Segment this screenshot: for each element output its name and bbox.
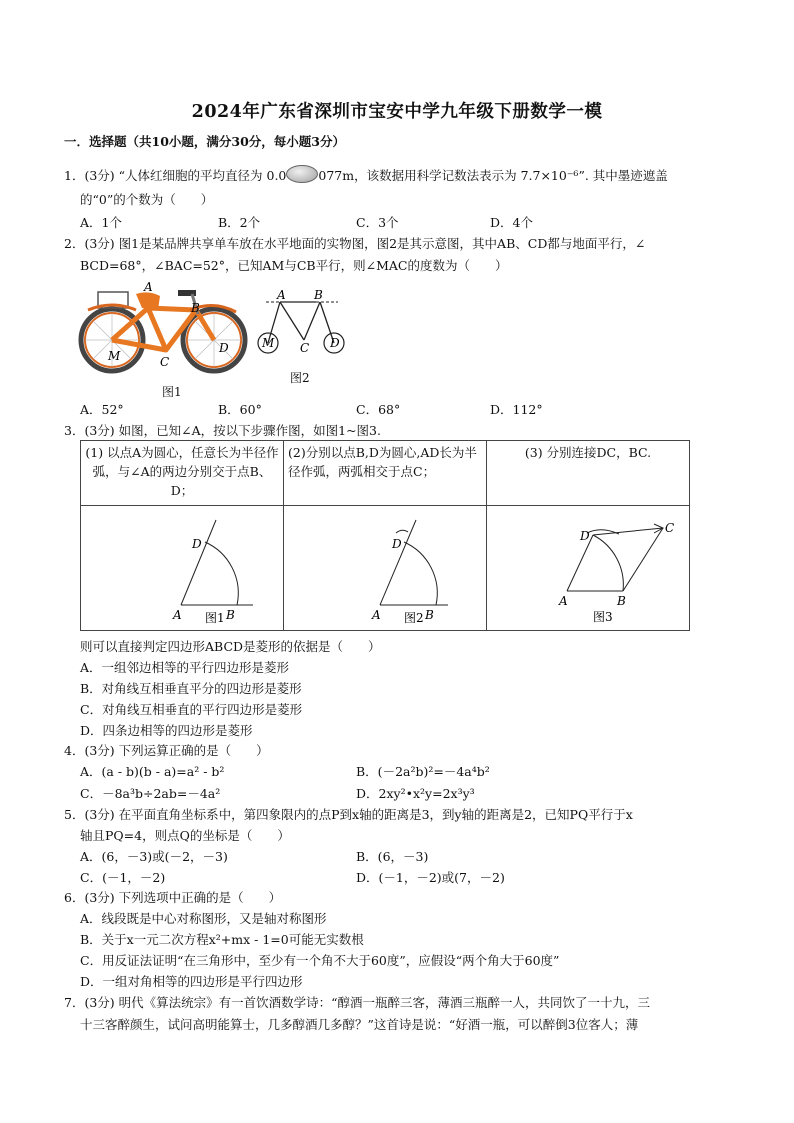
q2-option-a[interactable]: A．52° bbox=[80, 402, 124, 417]
q1-option-c[interactable]: C．3个 bbox=[356, 215, 399, 230]
svg-text:D: D bbox=[392, 537, 402, 551]
q3-option-c[interactable]: C．对角线互相垂直的平行四边形是菱形 bbox=[80, 702, 303, 717]
diagram-label-b: B bbox=[314, 288, 323, 302]
svg-text:A: A bbox=[372, 608, 381, 622]
bike-label-b: B bbox=[191, 301, 200, 315]
q5-option-d[interactable]: D．(－1，－2)或(7，－2) bbox=[356, 870, 505, 885]
diagram-label-m: M bbox=[262, 336, 275, 350]
question-1-line1 bbox=[64, 165, 668, 185]
question-4-line1: 4．(3分) 下列运算正确的是（ ） bbox=[64, 743, 269, 758]
step-1-fig-caption: 图1 bbox=[205, 611, 225, 625]
ink-blot-icon bbox=[286, 165, 318, 183]
q5-option-c[interactable]: C．(－1，－2) bbox=[80, 870, 166, 885]
q6-option-d[interactable]: D．一组对角相等的四边形是平行四边形 bbox=[80, 974, 303, 989]
step-2-figure bbox=[284, 506, 487, 631]
q6-option-b[interactable]: B．关于x一元二次方程x²+mx - 1=0可能无实数根 bbox=[80, 932, 364, 947]
q4-option-b[interactable]: B．(－2a²b)²=－4a⁴b² bbox=[356, 764, 490, 779]
question-1-line2: 的“0”的个数为（ ） bbox=[80, 192, 214, 207]
question-7-line1: 7．(3分) 明代《算法统宗》有一首饮酒数学诗：“醇酒一瓶醉三客，薄酒三瓶醉一人，共同饮了一十九，三 bbox=[64, 995, 651, 1010]
diagram-label-a: A bbox=[277, 288, 286, 302]
bike-label-a: A bbox=[144, 280, 153, 294]
q1-option-a[interactable]: A．1个 bbox=[80, 215, 122, 230]
question-3-line2: 则可以直接判定四边形ABCD是菱形的依据是（ ） bbox=[80, 639, 381, 654]
svg-text:A: A bbox=[173, 608, 182, 622]
q6-option-c[interactable]: C．用反证法证明“在三角形中，至少有一个角不大于60度”，应假设“两个角大于60度” bbox=[80, 953, 560, 968]
svg-text:C: C bbox=[665, 521, 675, 535]
section-heading: 一．选择题（共10小题，满分30分，每小题3分） bbox=[64, 134, 345, 149]
svg-text:B: B bbox=[617, 594, 626, 608]
diagram-label-c: C bbox=[300, 341, 310, 355]
question-2-line1: 2．(3分) 图1是某品牌共享单车放在水平地面的实物图，图2是其示意图，其中AB、CD都与地面平行，∠ bbox=[64, 236, 646, 251]
q3-option-d[interactable]: D．四条边相等的四边形是菱形 bbox=[80, 723, 253, 738]
step-1-cell: (1) 以点A为圆心，任意长为半径作弧，与∠A的两边分别交于点B、D； bbox=[81, 441, 284, 506]
svg-text:B: B bbox=[226, 608, 235, 622]
fig2-caption: 图2 bbox=[290, 371, 310, 385]
q4-option-a[interactable]: A．(a - b)(b - a)=a² - b² bbox=[80, 764, 225, 779]
q3-option-b[interactable]: B．对角线互相垂直平分的四边形是菱形 bbox=[80, 681, 302, 696]
q1-option-d[interactable]: D．4个 bbox=[490, 215, 533, 230]
q1-text-a: 1．(3分) “人体红细胞的平均直径为 0.0 bbox=[64, 168, 287, 183]
q1-text-b: 077m，该数据用科学记数法表示为 7.7×10⁻⁶”. 其中墨迹遮盖 bbox=[318, 168, 668, 183]
q2-option-b[interactable]: B．60° bbox=[218, 402, 262, 417]
q2-option-d[interactable]: D．112° bbox=[490, 402, 543, 417]
q6-option-a[interactable]: A．线段既是中心对称图形，又是轴对称图形 bbox=[80, 911, 327, 926]
question-5-line2: 轴且PQ=4，则点Q的坐标是（ ） bbox=[80, 828, 290, 843]
step-1-figure bbox=[81, 506, 284, 631]
question-5-line1: 5．(3分) 在平面直角坐标系中，第四象限内的点P到x轴的距离是3，到y轴的距离是2，已知PQ平行于x bbox=[64, 807, 633, 822]
bicycle-image bbox=[78, 280, 248, 380]
construction-steps-table bbox=[80, 440, 690, 631]
svg-text:D: D bbox=[192, 537, 202, 551]
bike-label-m: M bbox=[108, 349, 121, 363]
bike-label-d: D bbox=[219, 341, 229, 355]
diagram-label-d: D bbox=[330, 336, 340, 350]
svg-text:B: B bbox=[425, 608, 434, 622]
q2-option-c[interactable]: C．68° bbox=[356, 402, 401, 417]
q1-option-b[interactable]: B．2个 bbox=[218, 215, 261, 230]
step-3-fig-caption: 图3 bbox=[593, 610, 613, 624]
q4-option-d[interactable]: D．2xy²•x²y=2x³y³ bbox=[356, 786, 475, 801]
q3-option-a[interactable]: A．一组邻边相等的平行四边形是菱形 bbox=[80, 660, 290, 675]
question-7-line2: 十三客醉颜生，试问高明能算士，几多醇酒几多醇？”这首诗是说：“好酒一瓶，可以醉倒3位客人；薄 bbox=[80, 1017, 639, 1032]
fig1-caption: 图1 bbox=[162, 385, 182, 399]
q4-option-c[interactable]: C．－8a³b÷2ab=－4a² bbox=[80, 786, 221, 801]
svg-text:D: D bbox=[580, 529, 590, 543]
svg-text:A: A bbox=[559, 594, 568, 608]
q5-option-a[interactable]: A．(6，－3)或(－2，－3) bbox=[80, 849, 228, 864]
question-2-line2: BCD=68°，∠BAC=52°，已知AM与CB平行，则∠MAC的度数为（ ） bbox=[80, 258, 508, 273]
bike-label-c: C bbox=[160, 355, 170, 369]
step-2-fig-caption: 图2 bbox=[404, 611, 424, 625]
step-2-cell: (2)分别以点B,D为圆心,AD长为半径作弧，两弧相交于点C； bbox=[284, 441, 487, 506]
question-6-line1: 6．(3分) 下列选项中正确的是（ ） bbox=[64, 890, 282, 905]
q5-option-b[interactable]: B．(6，－3) bbox=[356, 849, 429, 864]
bicycle-diagram bbox=[254, 288, 354, 358]
page-title: 2024年广东省深圳市宝安中学九年级下册数学一模 bbox=[191, 102, 603, 122]
question-3-line1: 3．(3分) 如图，已知∠A，按以下步骤作图，如图1~图3. bbox=[64, 423, 381, 438]
step-3-figure bbox=[487, 506, 690, 631]
step-3-cell: (3) 分别连接DC，BC. bbox=[487, 441, 690, 506]
